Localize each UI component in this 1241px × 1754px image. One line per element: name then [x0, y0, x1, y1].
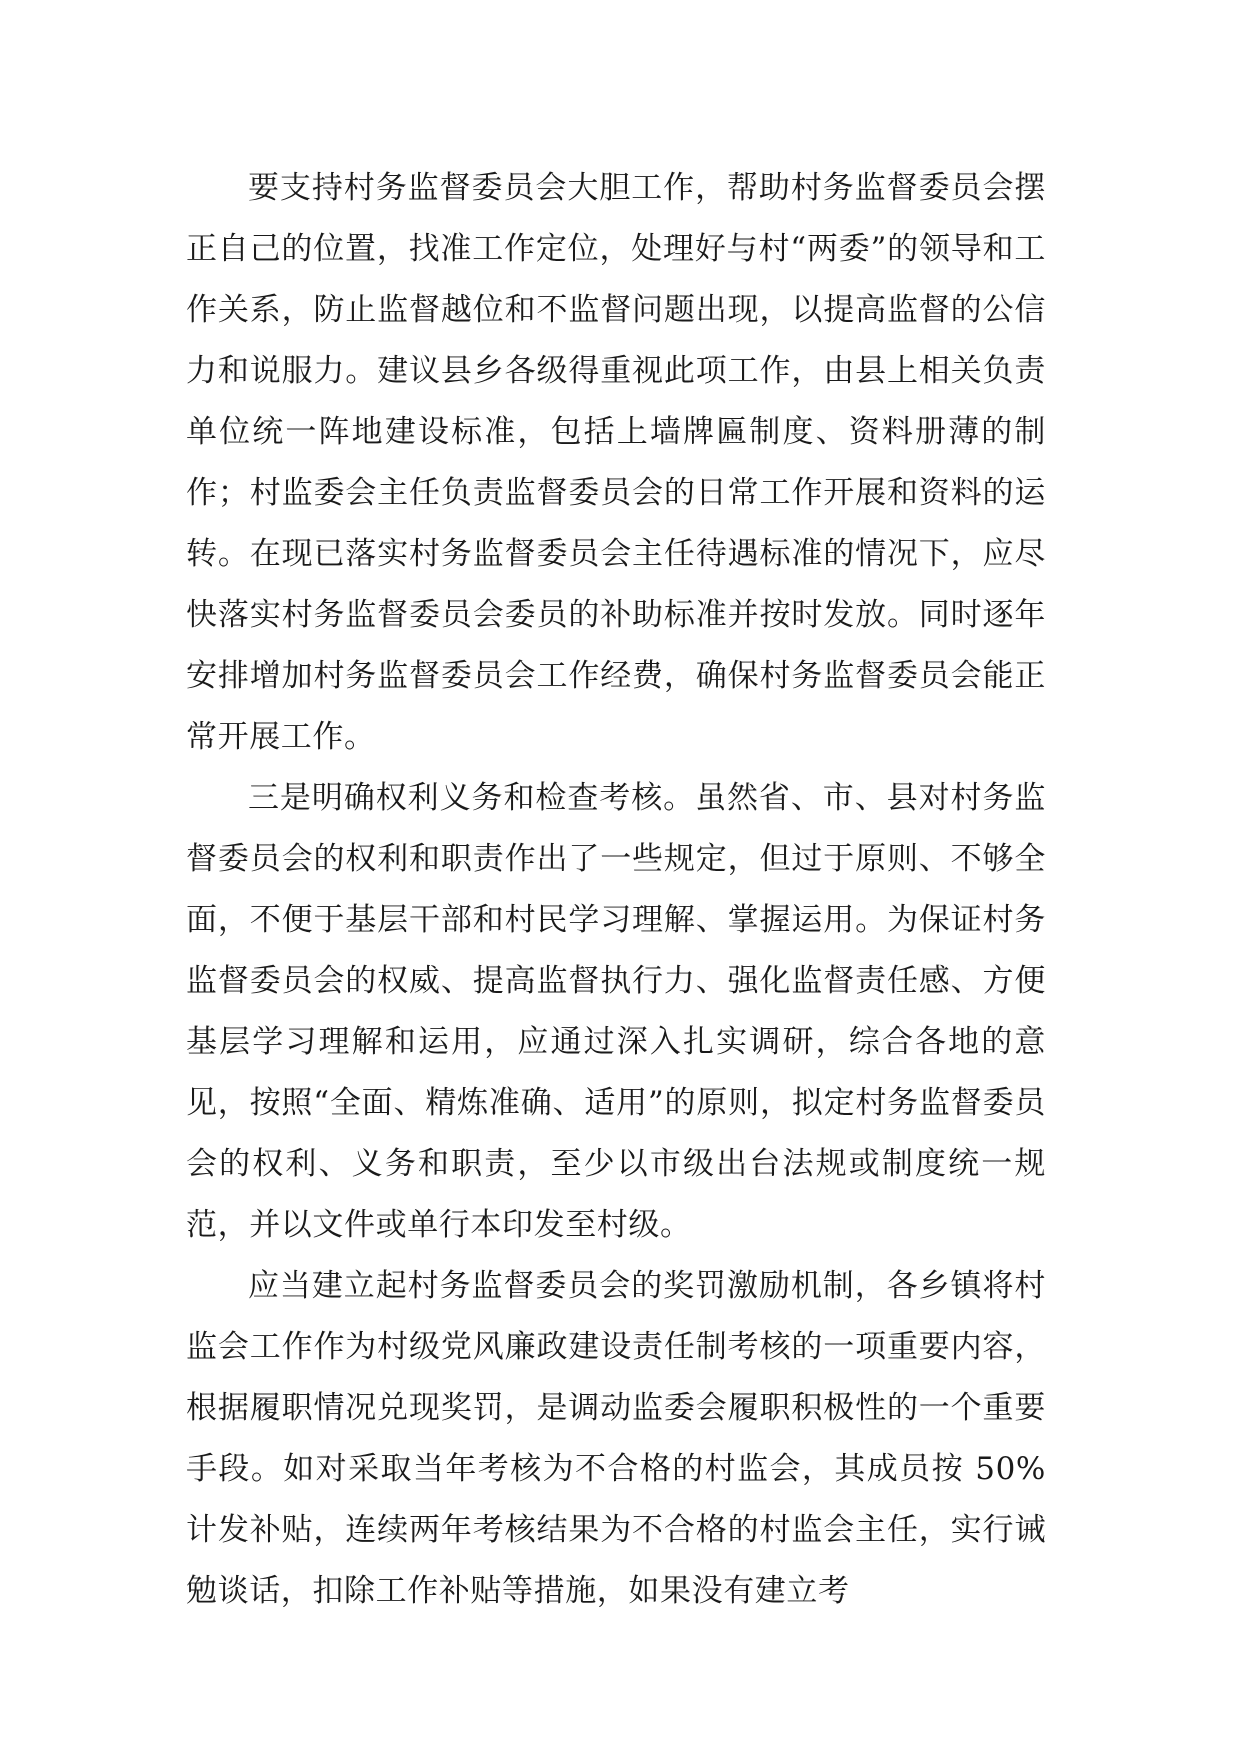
paragraph-support-committee: 要支持村务监督委员会大胆工作，帮助村务监督委员会摆正自己的位置，找准工作定位，处理好与村“两委”的领导和工作关系，防止监督越位和不监督问题出现，以提高监督的公信力和说服力。建议县乡各级得重视此项工作，由县上相关负责单位统一阵地建设标准，包括上墙牌匾制度、资料册薄的制作；村监委会主任负责监督委员会的日常工作开展和资料的运转。在现已落实村务监督委员会主任待遇标准的情况下，应尽快落实村务监督委员会委员的补助标准并按时发放。同时逐年安排增加村务监督委员会工作经费，确保村务监督委员会能正常开展工作。	[186, 170, 1046, 755]
document-page	[186, 158, 1046, 1622]
paragraph-rights-duties: 三是明确权利义务和检查考核。虽然省、市、县对村务监督委员会的权利和职责作出了一些规定，但过于原则、不够全面，不便于基层干部和村民学习理解、掌握运用。为保证村务监督委员会的权威、提高监督执行力、强化监督责任感、方便基层学习理解和运用，应通过深入扎实调研，综合各地的意见，按照“全面、精炼准确、适用”的原则，拟定村务监督委员会的权利、义务和职责，至少以市级出台法规或制度统一规范，并以文件或单行本印发至村级。	[186, 780, 1046, 1243]
paragraph-reward-mechanism: 应当建立起村务监督委员会的奖罚激励机制，各乡镇将村监会工作作为村级党风廉政建设责任制考核的一项重要内容，根据履职情况兑现奖罚，是调动监委会履职积极性的一个重要手段。如对采取当年考核为不合格的村监会，其成员按 50%计发补贴，连续两年考核结果为不合格的村监会主任，实行诫勉谈话，扣除工作补贴等措施，如果没有建立考	[186, 1268, 1046, 1609]
